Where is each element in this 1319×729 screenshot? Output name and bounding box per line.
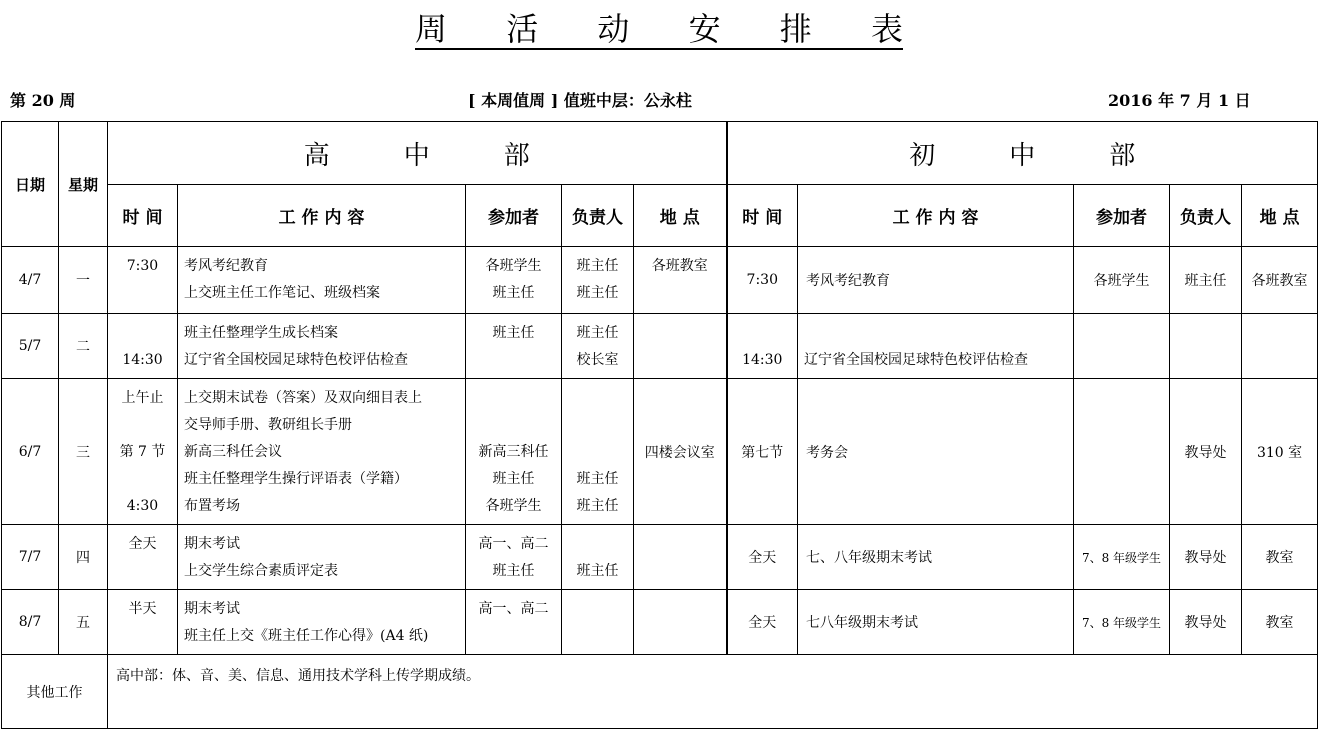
table-row (2, 525, 1318, 590)
table-row (2, 314, 1318, 379)
cell-junior-participants: 各班学生 (1074, 247, 1170, 314)
cell-senior-location (634, 525, 727, 590)
cell-senior-location: 各班教室 (634, 247, 727, 314)
cell-senior-participants: 各班学生 班主任 (466, 247, 562, 314)
cell-date: 6/7 (2, 379, 59, 525)
schedule-table (1, 121, 1318, 729)
cell-senior-participants: 新高三科任 班主任 各班学生 (466, 379, 562, 525)
cell-senior-location (634, 314, 727, 379)
cell-date: 7/7 (2, 525, 59, 590)
cell-junior-owner (1170, 314, 1242, 379)
title-char: 活 (506, 10, 539, 48)
table-row (2, 379, 1318, 525)
cell-senior-content: 上交期末试卷（答案）及双向细目表上 交导师手册、教研组长手册 新高三科任会议 班主任整理学生操行评语表（学籍） 布置考场 (178, 379, 466, 525)
table-row (2, 590, 1318, 655)
page-title (415, 10, 903, 50)
title-char: 表 (870, 10, 903, 48)
cell-junior-location: 教室 (1242, 525, 1318, 590)
cell-junior-participants: 7、8 年级学生 (1074, 590, 1170, 655)
cell-junior-time: 第七节 (727, 379, 798, 525)
cell-senior-owner (562, 590, 634, 655)
cell-senior-participants: 高一、高二 班主任 (466, 525, 562, 590)
cell-senior-time: 7:30 (108, 247, 178, 314)
cell-junior-location: 各班教室 (1242, 247, 1318, 314)
cell-junior-location (1242, 314, 1318, 379)
cell-junior-participants: 7、8 年级学生 (1074, 525, 1170, 590)
cell-junior-owner: 教导处 (1170, 525, 1242, 590)
cell-junior-content: 七八年级期末考试 (798, 590, 1074, 655)
cell-junior-time: 全天 (727, 525, 798, 590)
cell-date: 5/7 (2, 314, 59, 379)
header-time: 时 间 (727, 185, 798, 247)
cell-senior-owner: 班主任 (562, 525, 634, 590)
header-location: 地 点 (1242, 185, 1318, 247)
header-content: 工 作 内 容 (798, 185, 1074, 247)
header-owner: 负责人 (562, 185, 634, 247)
cell-junior-owner: 班主任 (1170, 247, 1242, 314)
cell-senior-owner: 班主任 班主任 (562, 247, 634, 314)
schedule-date: 2016 年 7 月 1 日 (1108, 91, 1251, 110)
cell-junior-participants (1074, 379, 1170, 525)
cell-junior-content: 考务会 (798, 379, 1074, 525)
week-number: 第 20 周 (10, 91, 76, 110)
cell-senior-content: 期末考试 班主任上交《班主任工作心得》(A4 纸) (178, 590, 466, 655)
cell-date: 4/7 (2, 247, 59, 314)
duty-info: [ 本周值周 ] 值班中层：公永柱 (468, 91, 692, 110)
cell-senior-time: 全天 (108, 525, 178, 590)
cell-junior-time: 全天 (727, 590, 798, 655)
table-row (2, 655, 1318, 729)
cell-junior-content: 辽宁省全国校园足球特色校评估检查 (798, 314, 1074, 379)
cell-senior-participants: 高一、高二 (466, 590, 562, 655)
cell-junior-owner: 教导处 (1170, 379, 1242, 525)
cell-senior-content: 考风考纪教育 上交班主任工作笔记、班级档案 (178, 247, 466, 314)
cell-weekday: 一 (59, 247, 108, 314)
cell-senior-time: 上午止 第 7 节 4:30 (108, 379, 178, 525)
cell-senior-owner: 班主任 校长室 (562, 314, 634, 379)
cell-weekday: 五 (59, 590, 108, 655)
cell-junior-time: 14:30 (727, 314, 798, 379)
title-char: 周 (415, 10, 448, 48)
header-weekday: 星期 (59, 122, 108, 247)
cell-junior-location: 310 室 (1242, 379, 1318, 525)
other-work-text: 高中部：体、音、美、信息、通用技术学科上传学期成绩。 (108, 655, 1318, 729)
title-char: 动 (597, 10, 630, 48)
header-time: 时 间 (108, 185, 178, 247)
cell-senior-content: 期末考试 上交学生综合素质评定表 (178, 525, 466, 590)
header-date: 日期 (2, 122, 59, 247)
cell-senior-owner: 班主任 班主任 (562, 379, 634, 525)
title-char: 安 (688, 10, 721, 48)
cell-junior-content: 考风考纪教育 (798, 247, 1074, 314)
cell-senior-time: 半天 (108, 590, 178, 655)
cell-weekday: 四 (59, 525, 108, 590)
header-participants: 参加者 (1074, 185, 1170, 247)
cell-junior-content: 七、八年级期末考试 (798, 525, 1074, 590)
cell-senior-location (634, 590, 727, 655)
other-work-label: 其他工作 (2, 655, 108, 729)
header-location: 地 点 (634, 185, 727, 247)
cell-weekday: 三 (59, 379, 108, 525)
cell-senior-time: 14:30 (108, 314, 178, 379)
cell-weekday: 二 (59, 314, 108, 379)
junior-section-title: 初 中 部 (727, 122, 1318, 185)
header-content: 工 作 内 容 (178, 185, 466, 247)
cell-junior-location: 教室 (1242, 590, 1318, 655)
header-participants: 参加者 (466, 185, 562, 247)
header-owner: 负责人 (1170, 185, 1242, 247)
cell-junior-participants (1074, 314, 1170, 379)
cell-junior-time: 7:30 (727, 247, 798, 314)
cell-senior-participants: 班主任 (466, 314, 562, 379)
cell-senior-location: 四楼会议室 (634, 379, 727, 525)
table-row (2, 247, 1318, 314)
senior-section-title: 高 中 部 (108, 122, 727, 185)
cell-senior-content: 班主任整理学生成长档案 辽宁省全国校园足球特色校评估检查 (178, 314, 466, 379)
cell-date: 8/7 (2, 590, 59, 655)
cell-junior-owner: 教导处 (1170, 590, 1242, 655)
title-char: 排 (779, 10, 812, 48)
